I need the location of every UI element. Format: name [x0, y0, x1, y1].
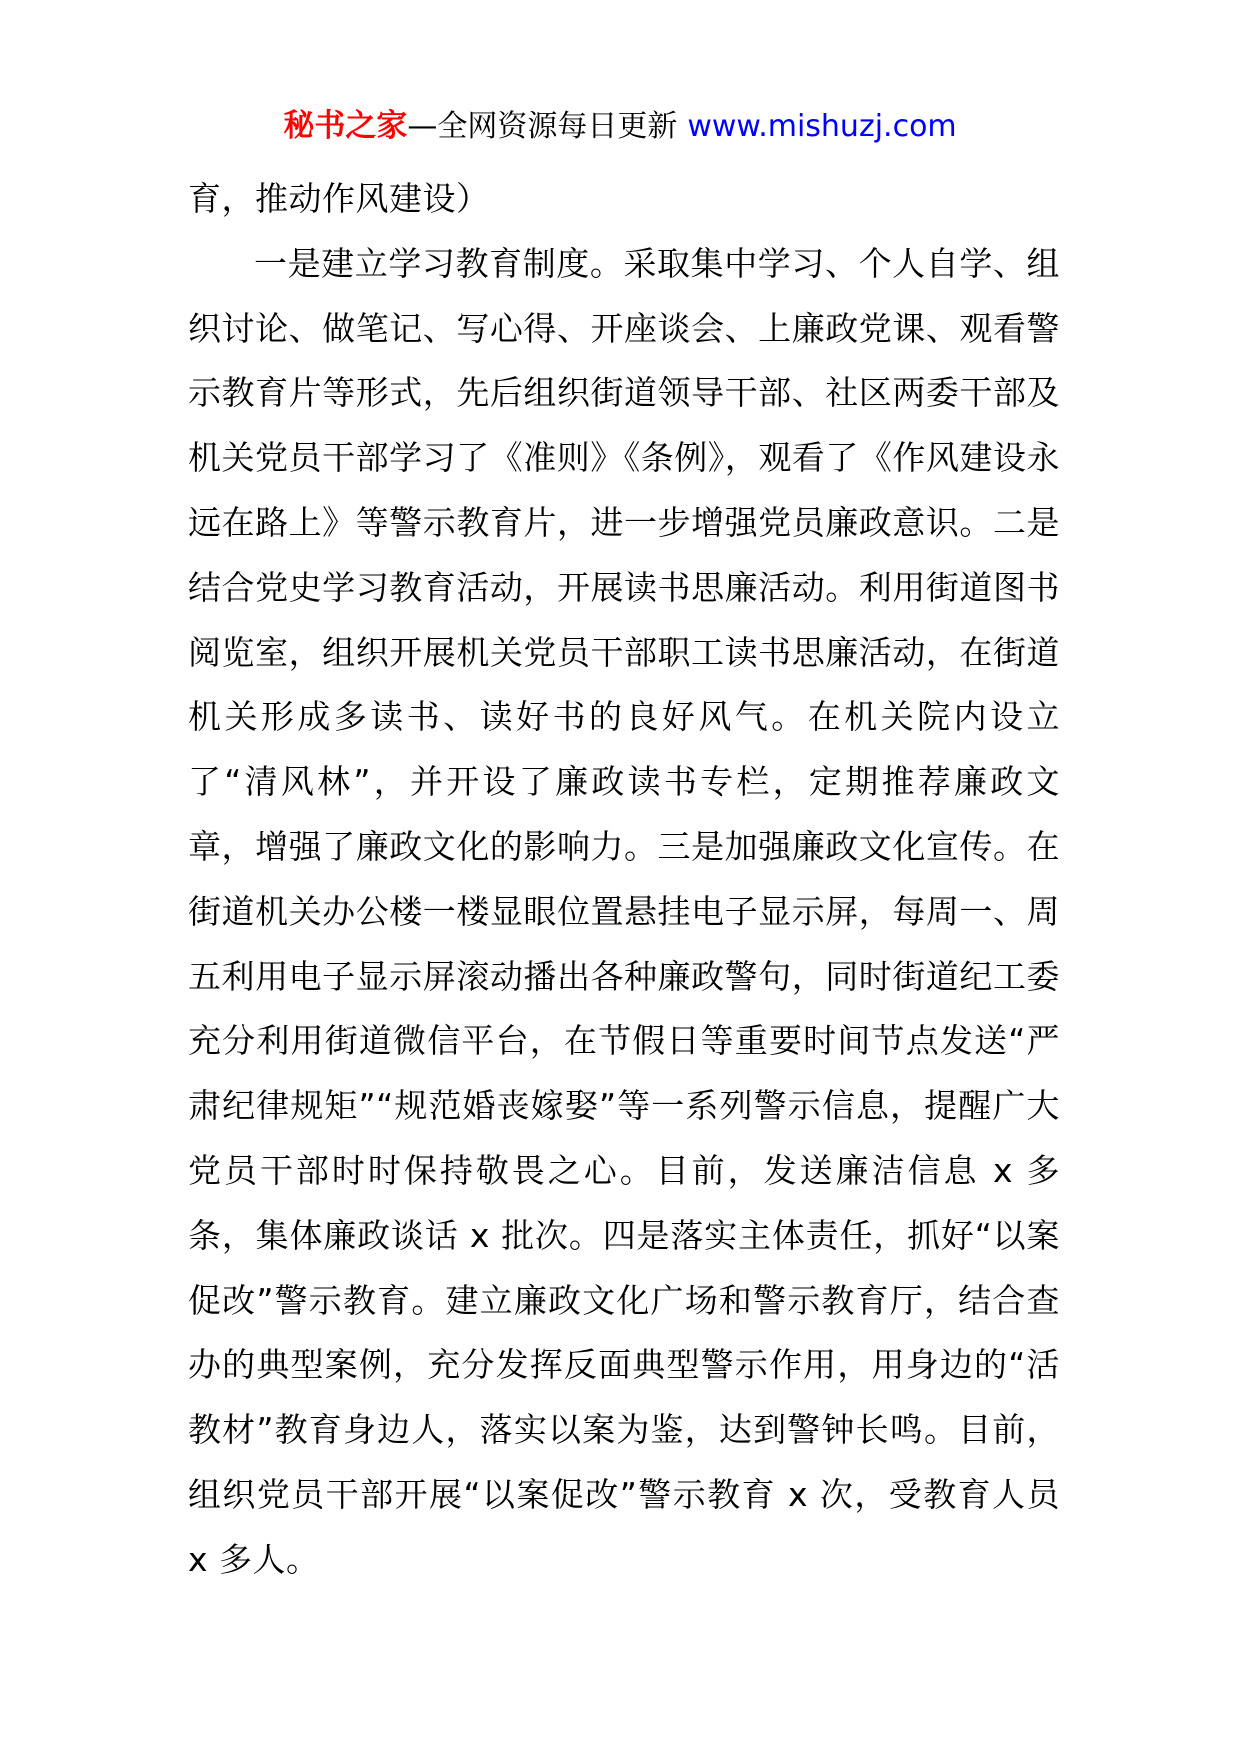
- paragraph-continuation: 育，推动作风建设）: [188, 179, 490, 218]
- header-slogan: —全网资源每日更新: [407, 109, 678, 144]
- paragraph-main: 一是建立学习教育制度。采取集中学习、个人自学、组织讨论、做笔记、写心得、开座谈会、上廉政党课、观看警示教育片等形式，先后组织街道领导干部、社区两委干部及机关党员干部学习了《准则》《条例》，观看了《作风建设永远在路上》等警示教育片，进一步增强党员廉政意识。二是结合党史学习教育活动，开展读书思廉活动。利用街道图书阅览室，组织开展机关党员干部职工读书思廉活动，在街道机关形成多读书、读好书的良好风气。在机关院内设立了“清风林”，并开设了廉政读书专栏，定期推荐廉政文章，增强了廉政文化的影响力。三是加强廉政文化宣传。在街道机关办公楼一楼显眼位置悬挂电子显示屏，每周一、周五利用电子显示屏滚动播出各种廉政警句，同时街道纪工委充分利用街道微信平台，在节假日等重要时间节点发送“严肃纪律规矩”“规范婚丧嫁娶”等一系列警示信息，提醒广大党员干部时时保持敬畏之心。目前，发送廉洁信息 x 多条，集体廉政谈话 x 批次。四是落实主体责任，抓好“以案促改”警示教育。建立廉政文化广场和警示教育厅，结合查办的典型案例，充分发挥反面典型警示作用，用身边的“活教材”教育身边人，落实以案为鉴，达到警钟长鸣。目前，组织党员干部开展“以案促改”警示教育 x 次，受教育人员 x 多人。: [188, 243, 1060, 1579]
- brand-name: 秘书之家: [283, 108, 408, 144]
- website-link[interactable]: www.mishuzj.com: [687, 109, 957, 144]
- document-body: [188, 167, 1060, 1593]
- page-header: [0, 104, 1240, 149]
